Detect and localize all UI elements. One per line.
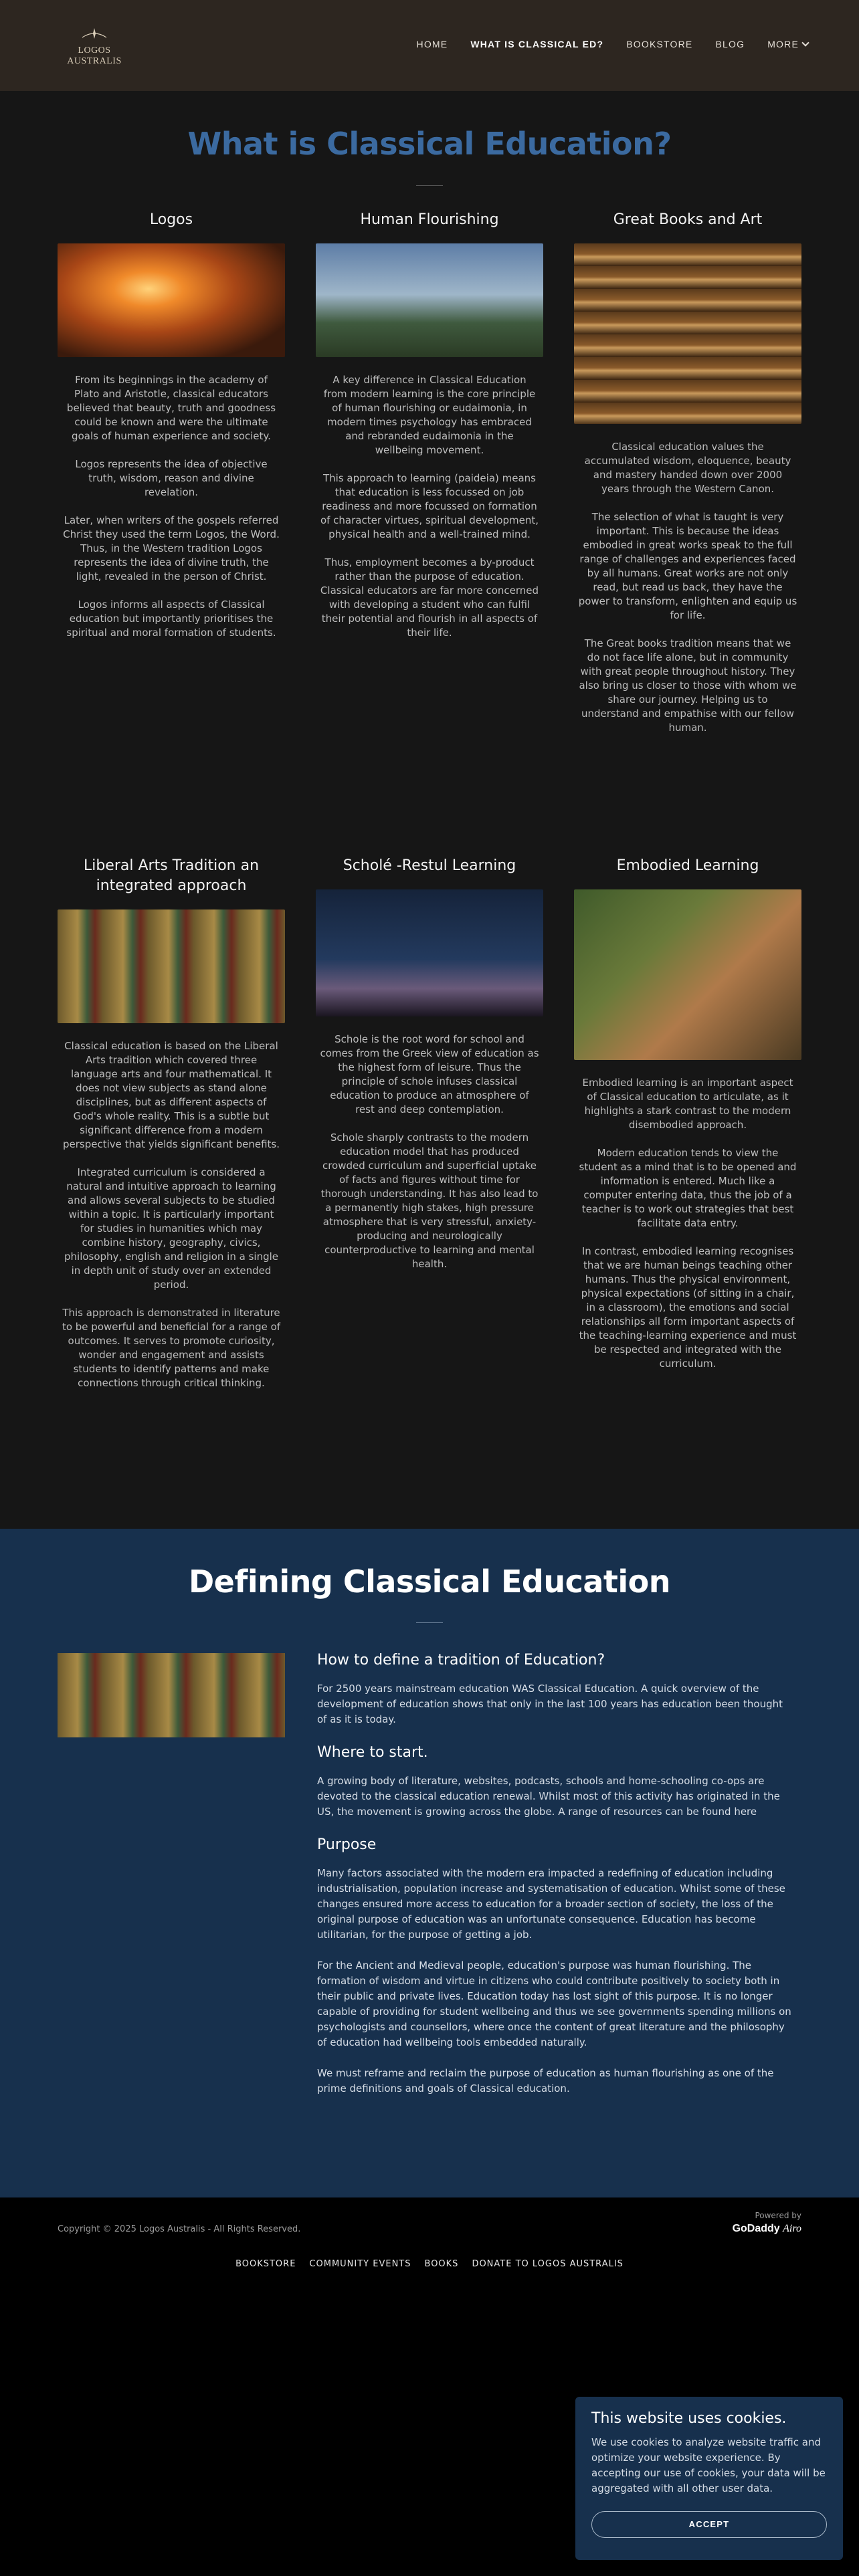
nav-more-label: MORE	[767, 39, 799, 49]
main-nav	[417, 39, 808, 49]
column-heading: Embodied Learning	[616, 857, 759, 874]
column-paragraph: Classical education is based on the Liberal Arts tradition which covered three language arts and four mathematical. It does not view subjects as stand alone disciplines, but as different aspects of God's whole reality. This is a subtle but significant difference from a modern perspective that yields significant benefits.	[62, 1040, 280, 1150]
nav-home[interactable]: HOME	[416, 39, 448, 49]
column-embodied-learning	[574, 856, 801, 1385]
logo-emblem-icon	[80, 27, 109, 43]
block-heading: Purpose	[317, 1836, 377, 1853]
column-paragraph: Logos represents the idea of objective truth, wisdom, reason and divine revelation.	[75, 458, 268, 498]
column-paragraph: Schole is the root word for school and comes from the Greek view of education as the highest form of leisure. Thus the principle of schole infuses classical education to produce an atmosphere of rest and deep contemplation.	[320, 1033, 539, 1115]
column-heading: Scholé -Restul Learning	[343, 857, 516, 874]
column-heading: Logos	[149, 211, 193, 228]
nav-bookstore[interactable]: BOOKSTORE	[626, 39, 693, 49]
godaddy-brand: GoDaddy	[732, 2223, 780, 2234]
cookie-title: This website uses cookies.	[591, 2410, 787, 2427]
page-title: What is Classical Education?	[187, 126, 672, 162]
column-heading: Great Books and Art	[613, 211, 763, 228]
chevron-down-icon	[801, 39, 809, 46]
night-sky-image	[316, 889, 543, 1016]
block-heading: Where to start.	[317, 1744, 428, 1761]
column-paragraph: Modern education tends to view the student as a mind that is to be opened and information is entered. Much like a computer entering data, thus the job of a teacher is to work out strategies that best facilitate data entry.	[579, 1147, 797, 1229]
footer-link-books[interactable]: BOOKS	[424, 2259, 459, 2269]
column-paragraph: The selection of what is taught is very important. This is because the ideas embodied in great works speak to the full range of challenges and experiences faced by all humans. Great works are not only read, but read us back, they have the power to transform, enlighten and equip us for life.	[578, 511, 797, 621]
column-paragraph: Embodied learning is an important aspect of Classical education to articulate, as it highlights a stark contrast to the modern disembodied approach.	[582, 1077, 793, 1131]
icons-image	[58, 1653, 285, 1737]
block-paragraph: For the Ancient and Medieval people, education's purpose was human flourishing. The formation of wisdom and virtue in citizens who could contribute positively to society both in their public and private lives. Education today has lost sight of this purpose. It is no longer capable of providing for student wellbeing and thus we see governments spending millions on psychologists and counsellors, where once the content of great literature and the philosophy of education had wellbeing tools embedded naturally.	[317, 1959, 791, 2048]
column-paragraph: Classical education values the accumulated wisdom, eloquence, beauty and mastery handed down over 2000 years through the Western Canon.	[584, 441, 791, 495]
title-divider	[416, 185, 443, 186]
column-paragraph: A key difference in Classical Education from modern learning is the core principle of human flourishing or eudaimonia, in modern times psychology has embraced and rebranded eudaimonia in the wellbeing movement.	[323, 374, 536, 456]
column-paragraph: From its beginnings in the academy of Plato and Aristotle, classical educators believed that beauty, truth and goodness could be known and were the ultimate goals of human experience and society.	[66, 374, 276, 442]
footer-nav	[0, 2259, 859, 2269]
site-logo[interactable]	[51, 27, 138, 64]
godaddy-logo	[733, 2223, 801, 2235]
defining-content	[317, 1650, 795, 2112]
block-paragraph: We must reframe and reclaim the purpose of education as human flourishing as one of the prime definitions and goals of Classical education.	[317, 2067, 774, 2095]
what-is-classical-section	[0, 91, 859, 1529]
icons-image	[58, 909, 285, 1023]
powered-by[interactable]	[733, 2211, 801, 2235]
column-paragraph: Schole sharply contrasts to the modern education model that has produced crowded curriculum and superficial uptake of facts and figures without time for thorough understanding. It has also lead to a permanently high stakes, high pressure atmosphere that is very stressful, anxiety-producing and neurologically counterproductive to learning and mental health.	[320, 1132, 539, 1270]
block-paragraph: For 2500 years mainstream education WAS Classical Education. A quick overview of the development of education shows that only in the last 100 years has education been thought of as it is today.	[317, 1683, 783, 1725]
column-paragraph: The Great books tradition means that we do not face life alone, but in community with great people throughout history. They also bring us closer to those with whom we share our journey. Helping us to understand and empathise with our fellow human.	[579, 637, 797, 734]
powered-by-label: Powered by	[755, 2211, 801, 2220]
column-paragraph: In contrast, embodied learning recognises that we are human beings teaching other humans. Thus the physical environment, physical expectations (of sitting in a chair, in a classroom), the emotions and social relationships all form important aspects of the teaching-learning experience and must be respected and integrated with the curriculum.	[579, 1245, 797, 1370]
logo-text: LOGOS AUSTRALIS	[67, 45, 122, 66]
column-paragraph: Logos informs all aspects of Classical education but importantly prioritises the spiritual and moral formation of students.	[66, 599, 276, 639]
block-heading: How to define a tradition of Education?	[317, 1652, 605, 1669]
column-paragraph: Thus, employment becomes a by-product rather than the purpose of education. Classical educators are far more concerned with developing a student who can fulfil their potential and flourish in all aspects of their life.	[320, 556, 539, 639]
column-logos	[58, 210, 285, 654]
nav-blog[interactable]: BLOG	[715, 39, 745, 49]
site-header	[0, 0, 859, 91]
column-human-flourishing	[316, 210, 543, 654]
block-paragraph: A growing body of literature, websites, podcasts, schools and home-schooling co-ops are devoted to the classical education renewal. Whilst most of this activity has originated in the US, the movement is growing across the globe. A range of resources can be found here	[317, 1775, 780, 1818]
godaddy-product: Airo	[783, 2223, 801, 2234]
column-paragraph: Integrated curriculum is considered a natural and intuitive approach to learning and allows several subjects to be studied within a topic. It is particularly important for studies in humanities which may combine history, geography, civics, philosophy, english and religion in a single in depth unit of study over an extended period.	[64, 1166, 278, 1291]
column-paragraph: This approach to learning (paideia) means that education is less focussed on job readiness and more focussed on formation of character virtues, spiritual development, physical health and a well-trained mind.	[320, 472, 539, 540]
accept-cookies-button[interactable]: ACCEPT	[591, 2511, 827, 2538]
defining-classical-section	[0, 1529, 859, 2197]
cookie-text: We use cookies to analyze website traffic and optimize your website experience. By accepting our use of cookies, your data will be aggregated with all other user data.	[591, 2436, 826, 2494]
books-image	[574, 243, 801, 424]
column-paragraph: This approach is demonstrated in literature to be powerful and beneficial for a range of outcomes. It serves to promote curiosity, wonder and engagement and assists students to identify patterns and make connections through critical thinking.	[62, 1307, 281, 1389]
footer-link-bookstore[interactable]: BOOKSTORE	[235, 2259, 296, 2269]
cookie-banner	[575, 2397, 843, 2560]
tree-meditation-image	[316, 243, 543, 357]
footer-link-community-events[interactable]: COMMUNITY EVENTS	[309, 2259, 411, 2269]
nav-more[interactable]	[767, 39, 808, 49]
column-heading: Human Flourishing	[360, 211, 499, 228]
title-divider	[416, 1622, 443, 1623]
column-liberal-arts	[58, 856, 285, 1404]
column-heading: Liberal Arts Tradition an integrated approach	[83, 857, 260, 894]
children-image	[574, 889, 801, 1060]
sunset-image	[58, 243, 285, 357]
block-paragraph: Many factors associated with the modern era impacted a redefining of education including industrialisation, population increase and systematisation of education. Whilst some of these changes ensured more access to education for a broader section of society, the loss of the original purpose of education was an unfortunate consequence. Education has become utilitarian, for the purpose of getting a job.	[317, 1867, 785, 1941]
nav-what-is-classical-ed[interactable]: WHAT IS CLASSICAL ED?	[470, 39, 604, 49]
copyright: Copyright © 2025 Logos Australis - All Rights Reserved.	[58, 2224, 301, 2234]
column-great-books	[574, 210, 801, 749]
column-schole	[316, 856, 543, 1285]
section-title: Defining Classical Education	[188, 1564, 671, 1600]
footer-link-donate[interactable]: DONATE TO LOGOS AUSTRALIS	[472, 2259, 624, 2269]
column-paragraph: Later, when writers of the gospels referred Christ they used the term Logos, the Word. Thus, in the Western tradition Logos represents the idea of divine truth, the light, revealed in the person of Christ.	[63, 514, 280, 582]
